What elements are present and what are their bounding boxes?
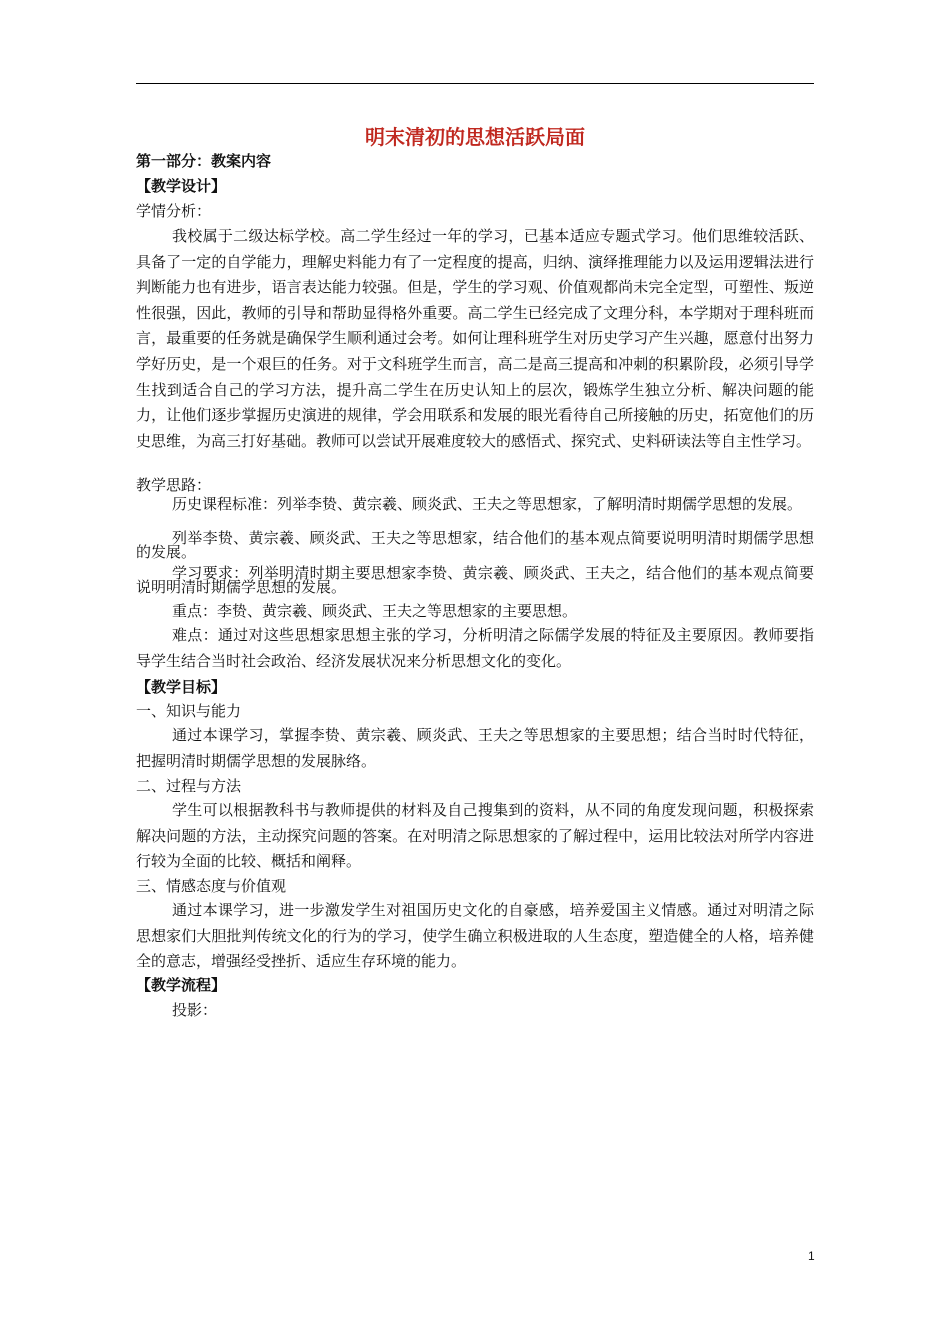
difficulty-paragraph: 难点：通过对这些思想家思想主张的学习，分析明清之际儒学发展的特征及主要原因。教师要指导学生结合当时社会政治、经济发展状况来分析思想文化的变化。 (136, 626, 814, 670)
section-heading-goals: 【教学目标】 (136, 678, 227, 696)
section-heading-design: 【教学设计】 (136, 177, 227, 195)
projection-label: 投影： (172, 1001, 218, 1019)
document-title: 明末清初的思想活跃局面 (365, 125, 585, 149)
goal-attitude-paragraph: 通过本课学习，进一步激发学生对祖国历史文化的自豪感，培养爱国主义情感。通过对明清之际思想家们大胆批判传统文化的行为的学习，使学生确立积极进取的人生态度，塑造健全的人格，培养健全的意志，增强经受挫折、适应生存环境的能力。 (136, 901, 814, 971)
goal-process-paragraph: 学生可以根据教科书与教师提供的材料及自己搜集到的资料，从不同的角度发现问题，积极探索解决问题的方法，主动探究问题的答案。在对明清之际思想家的了解过程中，运用比较法对所学内容进行较为全面的比较、概括和阐释。 (136, 801, 814, 871)
section-heading-process: 【教学流程】 (136, 976, 227, 994)
part-heading: 第一部分：教案内容 (136, 152, 272, 170)
learning-requirement-paragraph: 学习要求：列举明清时期主要思想家李贽、黄宗羲、顾炎武、王夫之，结合他们的基本观点简要说明明清时期儒学思想的发展。 (136, 564, 814, 596)
curriculum-standard-paragraph: 历史课程标准：列举李贽、黄宗羲、顾炎武、王夫之等思想家，了解明清时期儒学思想的发展。 (172, 495, 803, 513)
goal-knowledge-title: 一、知识与能力 (136, 702, 242, 720)
standard-detail-paragraph: 列举李贽、黄宗羲、顾炎武、王夫之等思想家，结合他们的基本观点简要说明明清时期儒学思想的发展。 (136, 529, 814, 561)
key-points-line: 重点：李贽、黄宗羲、顾炎武、王夫之等思想家的主要思想。 (172, 602, 578, 620)
header-rule (136, 83, 814, 84)
goal-process-title: 二、过程与方法 (136, 777, 242, 795)
teaching-idea-label: 教学思路： (136, 476, 212, 494)
learning-analysis-label: 学情分析： (136, 202, 212, 220)
goal-knowledge-paragraph: 通过本课学习，掌握李贽、黄宗羲、顾炎武、王夫之等思想家的主要思想；结合当时时代特征，把握明清时期儒学思想的发展脉络。 (136, 726, 814, 770)
page-number: 1 (808, 1249, 815, 1263)
learning-analysis-paragraph: 我校属于二级达标学校。高二学生经过一年的学习，已基本适应专题式学习。他们思维较活跃、具备了一定的自学能力，理解史料能力有了一定程度的提高，归纳、演绎推理能力以及运用逻辑法进行判断能力也有进步，语言表达能力较强。但是，学生的学习观、价值观都尚未完全定型，可塑性、叛逆性很强，因此，教师的引导和帮助显得格外重要。高二学生已经完成了文理分科，本学期对于理科班而言，最重要的任务就是确保学生顺利通过会考。如何让理科班学生对历史学习产生兴趣，愿意付出努力学好历史，是一个艰巨的任务。对于文科班学生而言，高二是高三提高和冲刺的积累阶段，必须引导学生找到适合自己的学习方法，提升高二学生在历史认知上的层次，锻炼学生独立分析、解决问题的能力，让他们逐步掌握历史演进的规律，学会用联系和发展的眼光看待自己所接触的历史，拓宽他们的历史思维，为高三打好基础。教师可以尝试开展难度较大的感悟式、探究式、史料研读法等自主性学习。 (136, 227, 814, 450)
goal-attitude-title: 三、情感态度与价值观 (136, 877, 287, 895)
